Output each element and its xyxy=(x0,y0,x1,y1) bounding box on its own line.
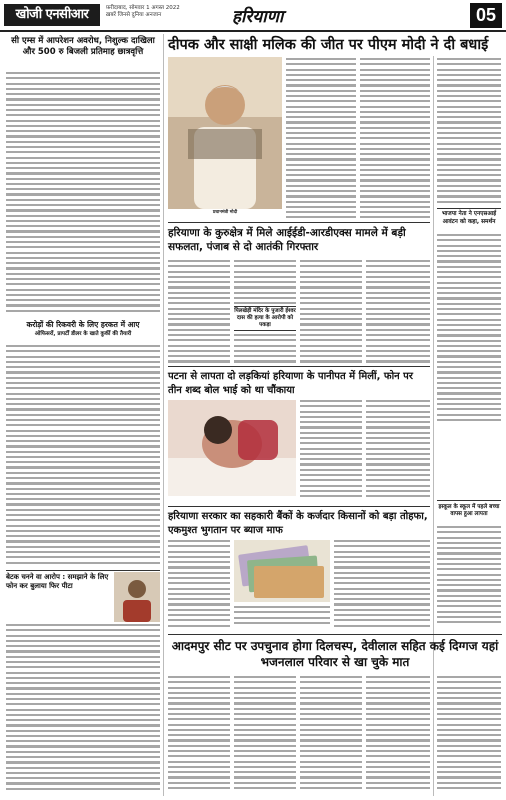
bank-body-1 xyxy=(168,540,230,630)
bank-headline: हरियाणा सरकार का सहकारी बैंकों के कर्जदार किसानों को बड़ा तोहफा, एकमुश्त भुगतान पर ब्याज माफ xyxy=(168,511,428,536)
right-box2-body xyxy=(437,526,501,626)
page-number: 05 xyxy=(470,3,502,28)
column-rule-right xyxy=(433,56,434,796)
crime-body-1 xyxy=(168,260,230,364)
bank-story-photo xyxy=(234,540,330,602)
missing-top-rule xyxy=(168,366,430,367)
main-headline: दीपक और साक्षी मलिक की जीत पर पीएम मोदी ने दी बधाई xyxy=(168,37,489,53)
bypoll-body-3 xyxy=(300,676,362,796)
right-box1-title: भाजपा नेता ने एनएसआई आवंटन को कहा, समर्थन xyxy=(441,211,497,225)
crime-headline: हरियाणा के कुरुक्षेत्र में मिले आईईडी-आरडीएक्स मामले में बड़ी सफलता, पंजाब से दो आतंकी गिरफ्तार xyxy=(168,227,406,253)
section-title: हरियाणा xyxy=(232,7,284,27)
bank-body-2 xyxy=(234,606,330,630)
bank-body-3 xyxy=(334,540,430,630)
dateline-date: फ़रीदाबाद, सोमवार 1 अगस्त 2022 xyxy=(106,5,180,11)
right-column-body-1 xyxy=(437,58,501,206)
main-photo-caption: प्रधानमंत्री मोदी xyxy=(212,210,238,215)
bypoll-top-rule xyxy=(168,634,502,635)
bypoll-body-1 xyxy=(168,676,230,796)
left-sub-headline: बेटक चनने वा आरोप : समझाने के लिए फोन कर बुलाया फिर पीटा xyxy=(6,573,109,590)
missing-headline: पटना से लापता दो लड़कियां हरियाणा के पानीपत में मिलीं, फोन पर तीन शब्द बोल भाई को था चौंकाया xyxy=(168,371,413,396)
left-story-body xyxy=(6,72,160,312)
main-story-body-2 xyxy=(360,58,430,218)
missing-story-photo xyxy=(168,400,296,496)
missing-body-1 xyxy=(300,400,362,500)
newspaper-logo: खोजी एनसीआर xyxy=(4,4,100,26)
left-sub-photo xyxy=(114,572,160,622)
left-crime-headline: करोड़ों की रिकवरी के लिए हरकत में आए xyxy=(26,320,140,329)
left-divider xyxy=(6,570,160,571)
right-box1-body xyxy=(437,234,501,424)
bank-top-rule xyxy=(168,506,430,507)
column-rule-left xyxy=(163,34,164,796)
main-story-photo xyxy=(168,57,282,209)
left-crime-subhead: ओफिसरों, प्रापर्टी डीलर के खाते कुर्की की तैयारी xyxy=(34,331,132,337)
bypoll-body-5 xyxy=(437,676,501,796)
crime-body-3 xyxy=(300,260,362,364)
right-divider-1 xyxy=(437,208,501,209)
crime-inset-headline: पिलखेड़ी मंदिर के पुजारी ईश्वर दास की हत्या के आरोपी को पकड़ा xyxy=(234,306,296,331)
main-story-body-1 xyxy=(286,58,356,218)
right-box2-title: इस्कूल के स्कूल में पहले बच्चा वापस हुआ लापता xyxy=(438,504,500,518)
missing-body-2 xyxy=(366,400,430,500)
right-divider-2 xyxy=(437,500,501,501)
left-crime-body xyxy=(6,345,160,567)
bypoll-headline: आदमपुर सीट पर उपचुनाव होगा दिलचस्प, देवीलाल सहित कई दिग्गज यहां भजनलाल परिवार से खा चुके मात xyxy=(171,639,499,669)
masthead xyxy=(0,0,506,32)
left-headline: सी एम्स में आपरेशन अवरोध, निशुल्क दाखिला और 500 रु बिजली प्रतिमाह छात्रवृत्ति xyxy=(11,36,155,57)
crime-body-4 xyxy=(366,260,430,364)
left-sub-body xyxy=(6,624,160,796)
crime-top-rule xyxy=(168,222,430,223)
bypoll-body-2 xyxy=(234,676,296,796)
bypoll-body-4 xyxy=(366,676,430,796)
dateline-tagline: ख़बरें जिनसे दुनिया अनजान xyxy=(106,12,162,18)
